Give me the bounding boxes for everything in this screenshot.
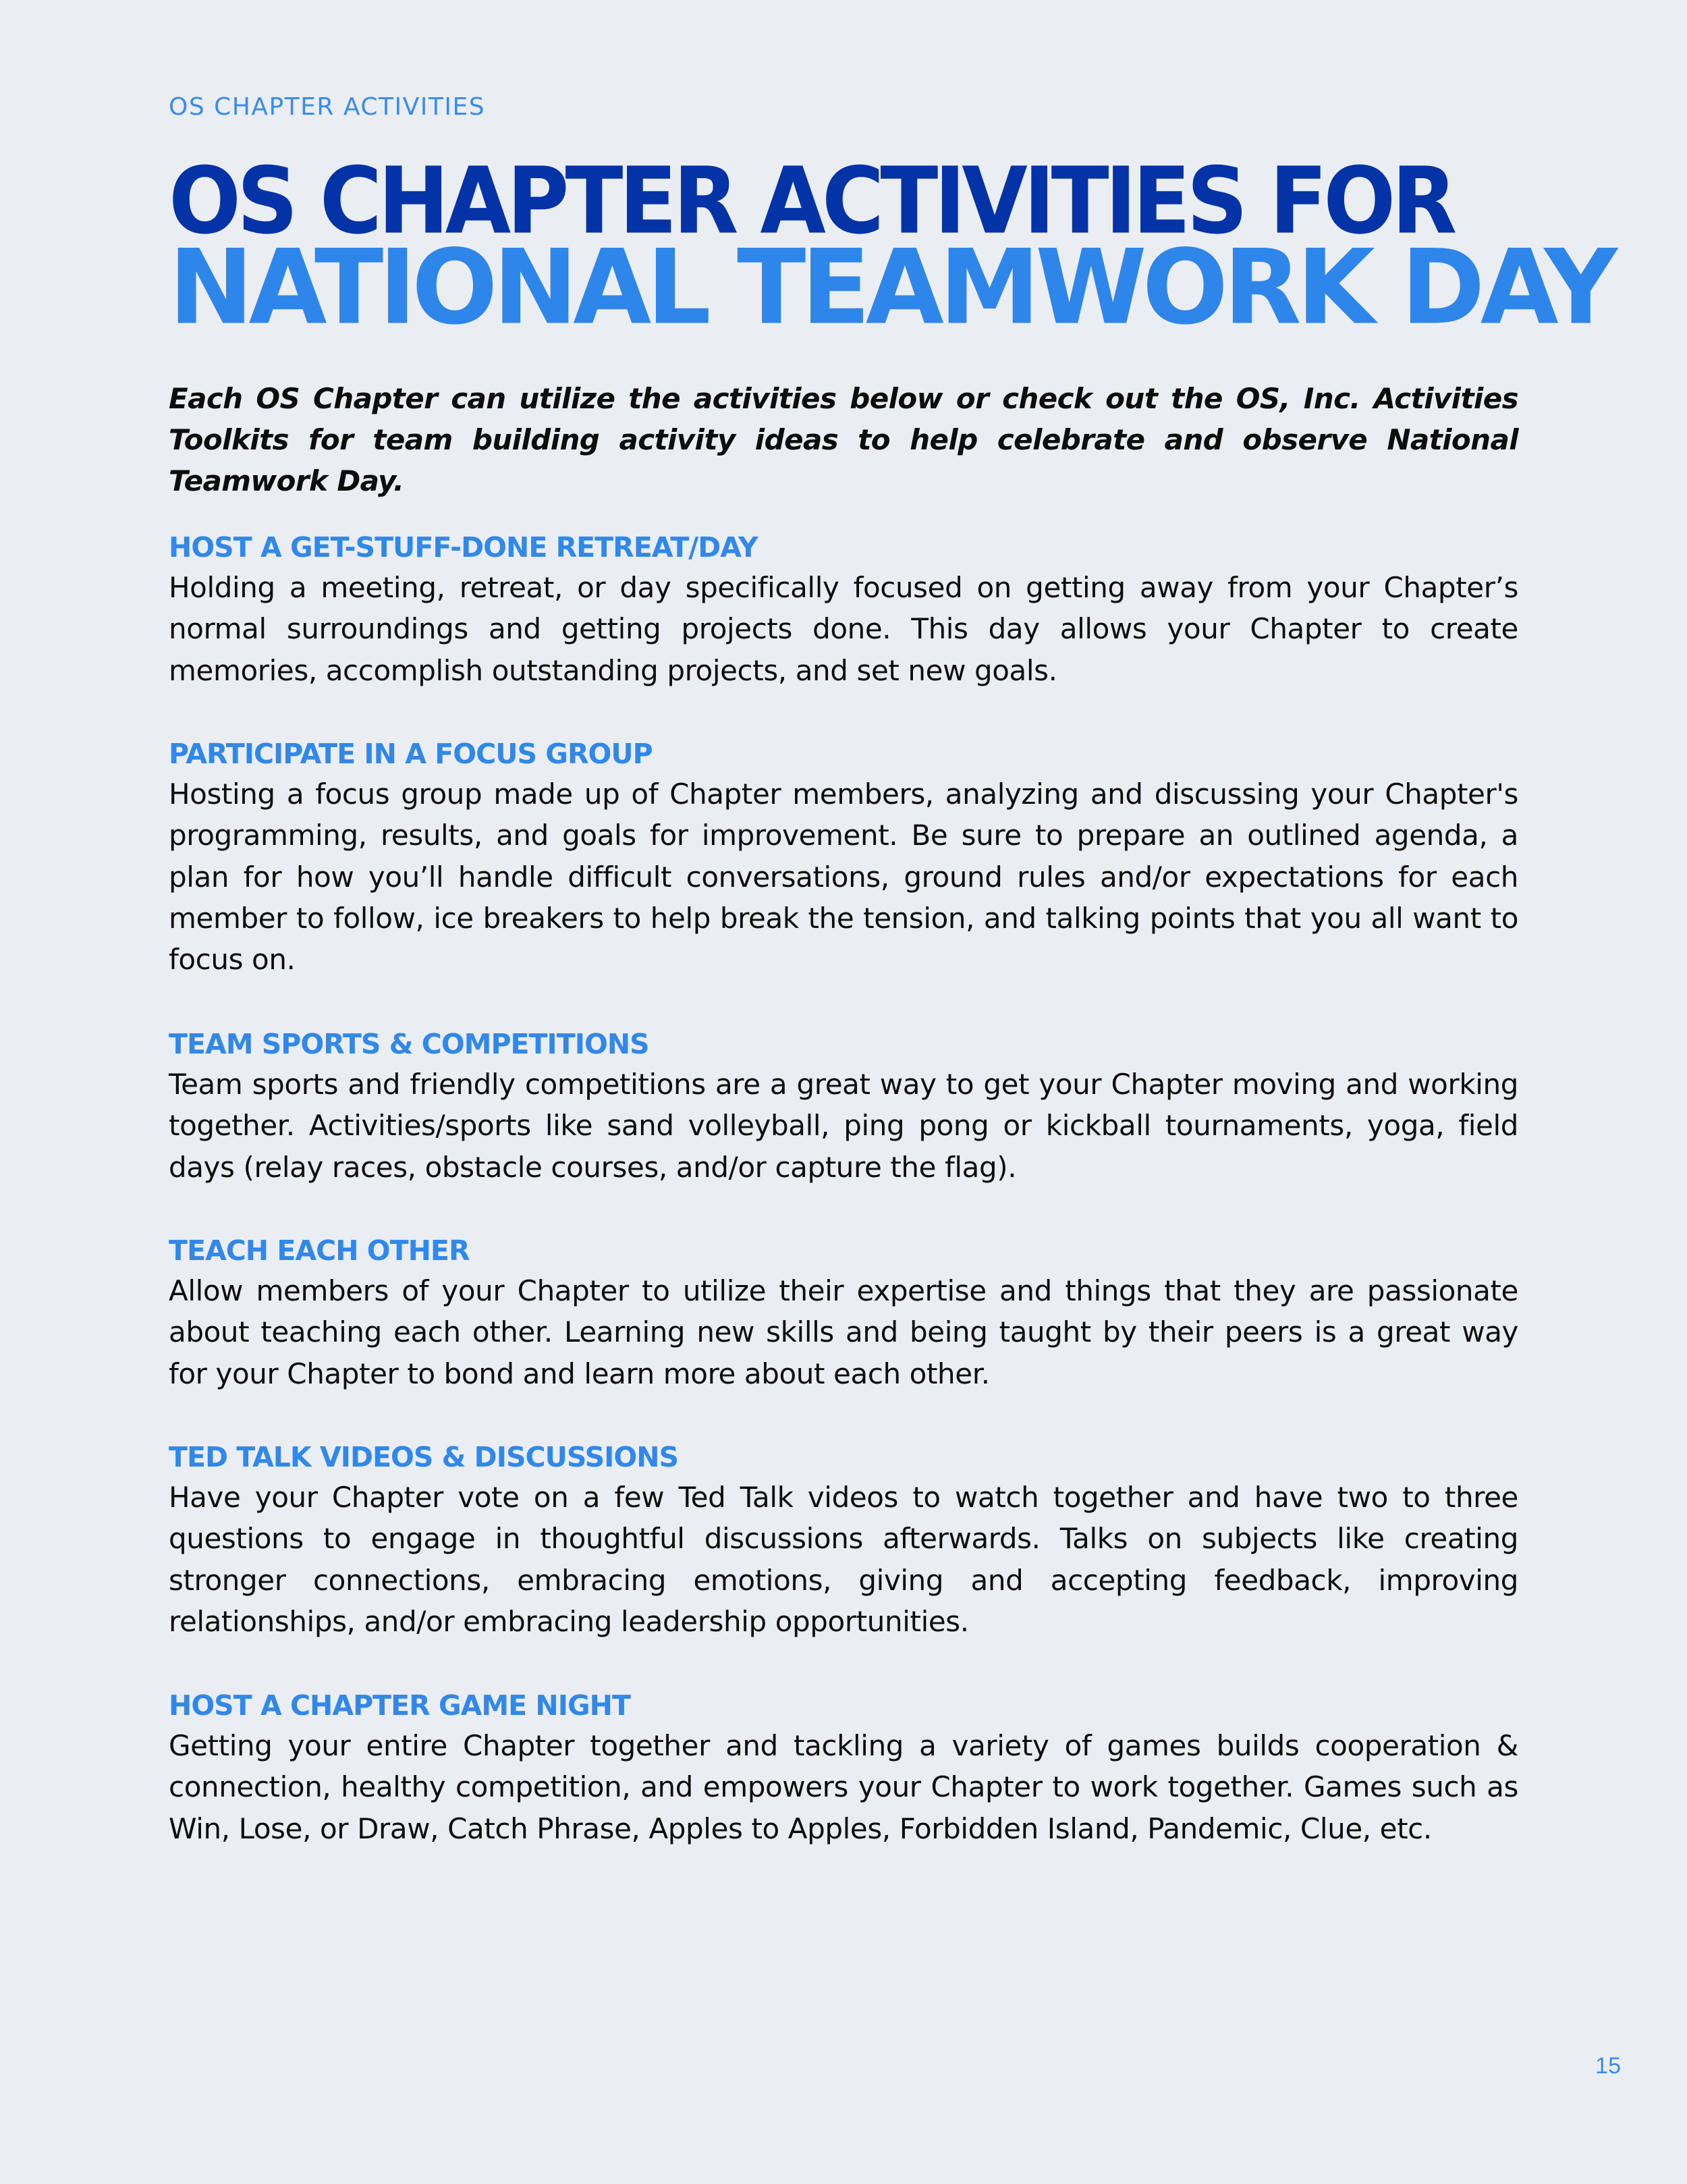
activity-heading: TEAM SPORTS & COMPETITIONS bbox=[169, 1028, 649, 1060]
activity-section bbox=[169, 1025, 1518, 1188]
activity-section bbox=[169, 1686, 1518, 1849]
activity-description: Getting your entire Chapter together and tackling a variety of games builds cooperation & connection, healthy competition, and empowers your Chapter to work together. Games such as Win, Lose, or Draw, Catch Phrase, Apples to Apples, Forbidden Island, Pandemic, Clue, etc. bbox=[169, 1729, 1518, 1845]
page-title-line-2: NATIONAL TEAMWORK DAY bbox=[169, 227, 1613, 348]
intro-paragraph: Each OS Chapter can utilize the activities below or check out the OS, Inc. Activities Toolkits for team building activity ideas to help celebrate and observe National Teamwork Day. bbox=[169, 382, 1518, 497]
activity-section bbox=[169, 1438, 1518, 1642]
page-title-line-1: OS CHAPTER ACTIVITIES FOR bbox=[169, 147, 1454, 255]
activity-section bbox=[169, 1231, 1518, 1394]
activity-description: Hosting a focus group made up of Chapter members, analyzing and discussing your Chapter's programming, results, and goals for improvement. Be sure to prepare an outlined agenda, a plan for how you’ll handle difficult conversations, ground rules and/or expectations for each member to follow, ice breakers to help break the tension, and talking points that you all want to focus on. bbox=[169, 777, 1518, 977]
section-eyebrow: OS CHAPTER ACTIVITIES bbox=[169, 93, 486, 121]
activity-heading: TED TALK VIDEOS & DISCUSSIONS bbox=[169, 1441, 679, 1473]
activity-section bbox=[169, 734, 1518, 980]
page-number: 15 bbox=[1595, 2053, 1621, 2079]
activity-description: Have your Chapter vote on a few Ted Talk videos to watch together and have two to three questions to engage in thoughtful discussions afterwards. Talks on subjects like creating stronger connections, embracing emotions, giving and accepting feedback, improving relationships, and/or embracing leadership opportunities. bbox=[169, 1481, 1518, 1638]
activity-description: Holding a meeting, retreat, or day specifically focused on getting away from your Chapter’s normal surroundings and getting projects done. This day allows your Chapter to create memories, accomplish outstanding projects, and set new goals. bbox=[169, 571, 1518, 687]
activity-heading: HOST A GET-STUFF-DONE RETREAT/DAY bbox=[169, 531, 758, 564]
activity-section bbox=[169, 528, 1518, 691]
activity-heading: PARTICIPATE IN A FOCUS GROUP bbox=[169, 738, 653, 770]
activity-description: Team sports and friendly competitions are a great way to get your Chapter moving and working together. Activities/sports like sand volleyball, ping pong or kickball tournaments, yoga, field days (relay races, obstacle courses, and/or capture the flag). bbox=[169, 1068, 1518, 1184]
activity-description: Allow members of your Chapter to utilize their expertise and things that they are passionate about teaching each other. Learning new skills and being taught by their peers is a great way for your Chapter to bond and learn more about each other. bbox=[169, 1274, 1518, 1390]
activity-heading: TEACH EACH OTHER bbox=[169, 1234, 470, 1267]
activity-heading: HOST A CHAPTER GAME NIGHT bbox=[169, 1689, 630, 1722]
